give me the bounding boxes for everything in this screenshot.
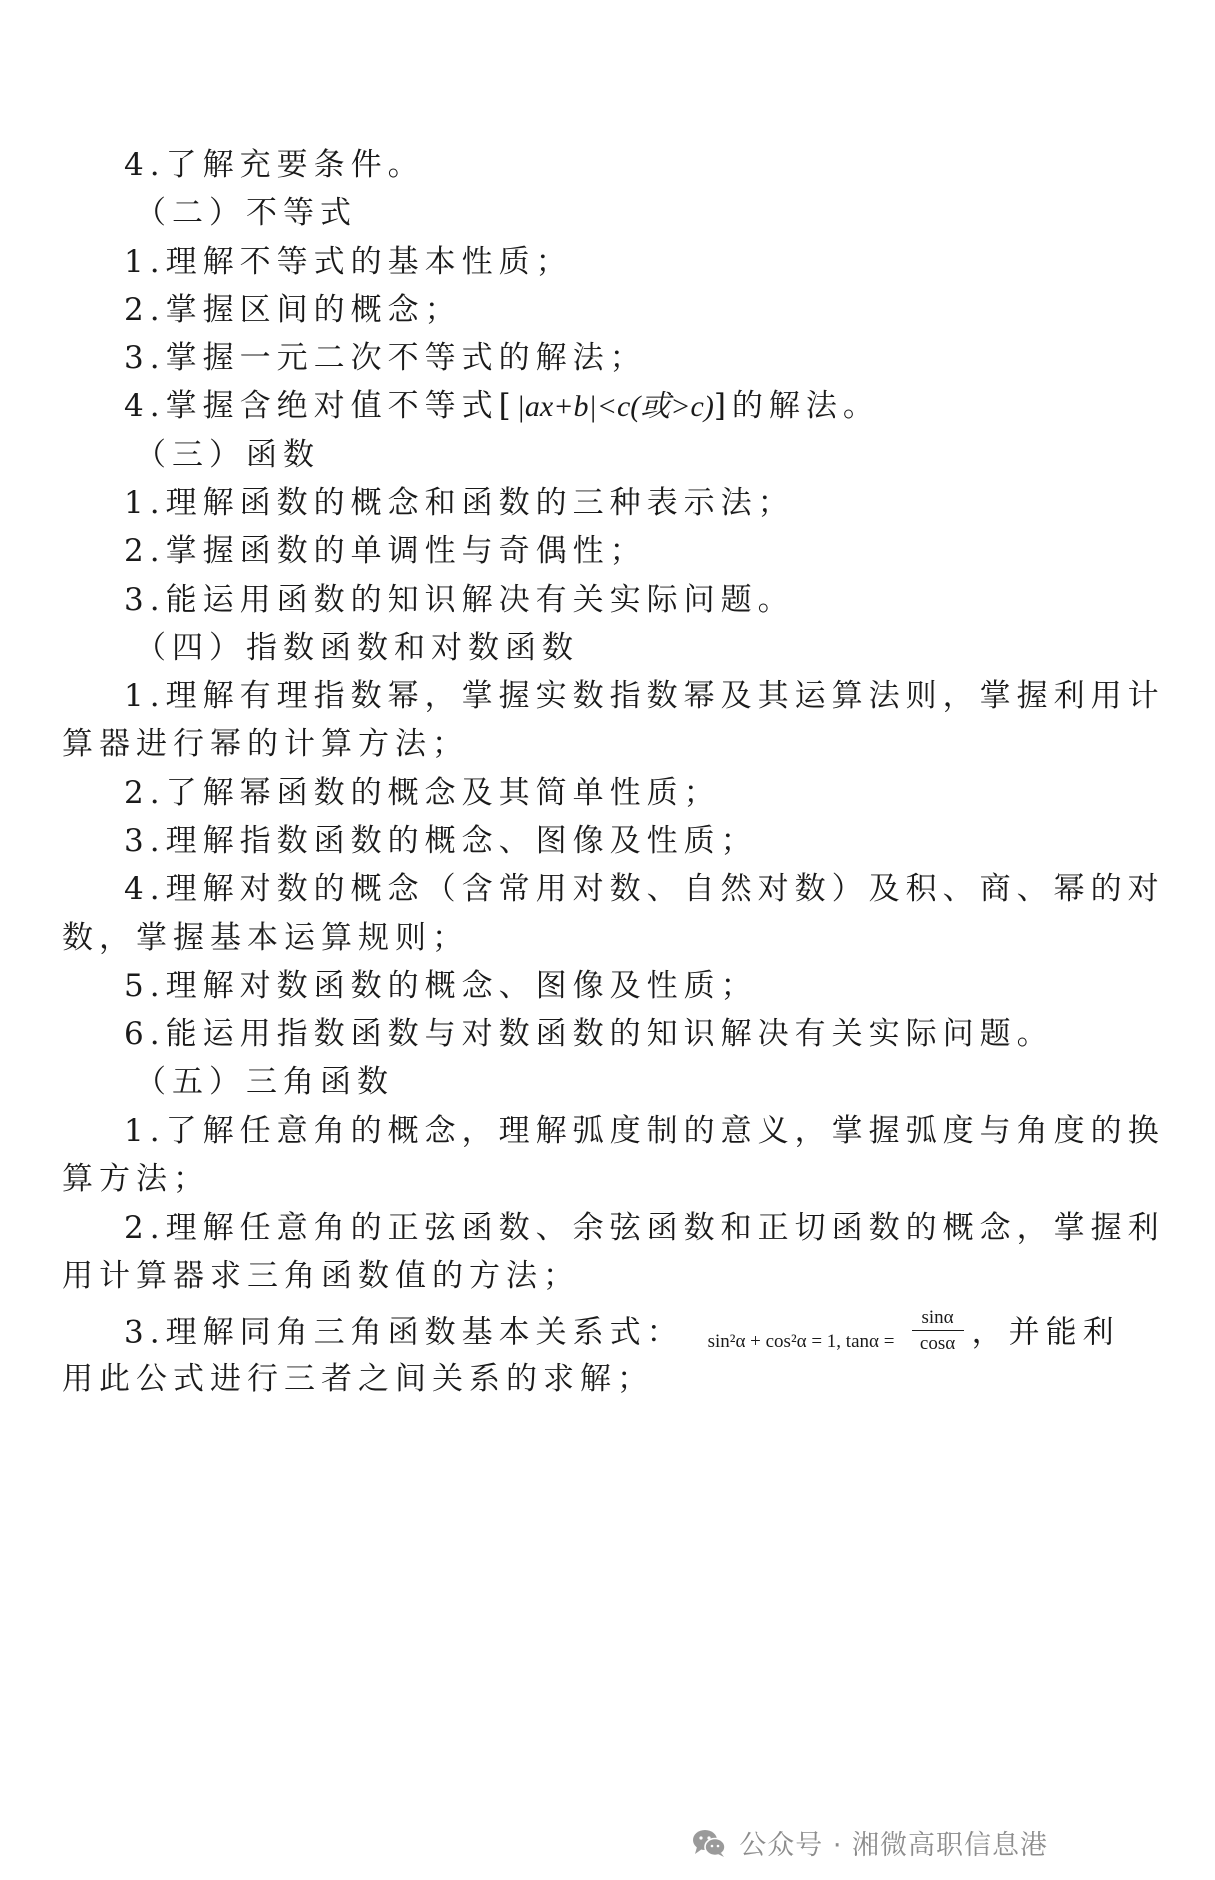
list-item: 1.理解有理指数幂，掌握实数指数幂及其运算法则，掌握利用计 <box>124 678 1165 714</box>
list-item <box>0 1306 1204 1362</box>
list-item-text: ，并能利 <box>971 1314 1120 1351</box>
formula-fraction <box>912 1306 964 1357</box>
list-item: 2.了解幂函数的概念及其简单性质； <box>124 775 721 811</box>
list-item-continuation: 数，掌握基本运算规则； <box>62 920 469 956</box>
wechat-icon <box>691 1828 727 1858</box>
section-heading: （五）三角函数 <box>135 1064 394 1100</box>
list-item: 3.掌握一元二次不等式的解法； <box>124 340 647 376</box>
inline-math: |ax+b|<c(或>c) <box>516 390 714 423</box>
list-item-continuation: 用计算器求三角函数值的方法； <box>62 1258 580 1294</box>
formula-denominator: cosα <box>919 1333 956 1354</box>
list-item: 4.理解对数的概念（含常用对数、自然对数）及积、商、幂的对 <box>124 871 1165 907</box>
list-item <box>0 386 1204 427</box>
section-heading: （四）指数函数和对数函数 <box>135 630 579 666</box>
list-item: 1.了解任意角的概念，理解弧度制的意义，掌握弧度与角度的换 <box>124 1113 1165 1149</box>
formula-left: sin²α + cos²α = 1, tanα = <box>707 1331 895 1352</box>
list-item: 2.理解任意角的正弦函数、余弦函数和正切函数的概念，掌握利 <box>124 1210 1165 1246</box>
list-item: 1.理解函数的概念和函数的三种表示法； <box>124 485 795 521</box>
list-item-continuation: 算器进行幂的计算方法； <box>62 726 469 762</box>
list-item: 2.掌握区间的概念； <box>124 292 462 328</box>
section-heading: （二）不等式 <box>135 195 357 231</box>
list-item: 3.能运用函数的知识解决有关实际问题。 <box>124 582 795 618</box>
section-heading: （三）函数 <box>135 437 320 473</box>
list-item-text: ]的解法。 <box>713 388 880 424</box>
list-item: 2.掌握函数的单调性与奇偶性； <box>124 533 647 569</box>
list-item-text: 4.掌握含绝对值不等式[ <box>124 388 517 424</box>
watermark-text: 公众号 · 湘微高职信息港 <box>739 1830 1048 1861</box>
trig-identity-formula <box>708 1306 968 1362</box>
list-item: 3.理解指数函数的概念、图像及性质； <box>124 823 758 859</box>
list-item-continuation: 算方法； <box>62 1161 210 1197</box>
list-item: 6.能运用指数函数与对数函数的知识解决有关实际问题。 <box>124 1016 1054 1052</box>
watermark-footer <box>691 1823 1048 1862</box>
list-item-text: 3.理解同角三角函数基本关系式： <box>124 1314 684 1351</box>
list-item-continuation: 用此公式进行三者之间关系的求解； <box>62 1361 654 1397</box>
list-item: 5.理解对数函数的概念、图像及性质； <box>124 968 758 1004</box>
list-item: 4.了解充要条件。 <box>124 147 425 183</box>
formula-numerator: sinα <box>912 1306 964 1331</box>
list-item: 1.理解不等式的基本性质； <box>124 244 573 280</box>
